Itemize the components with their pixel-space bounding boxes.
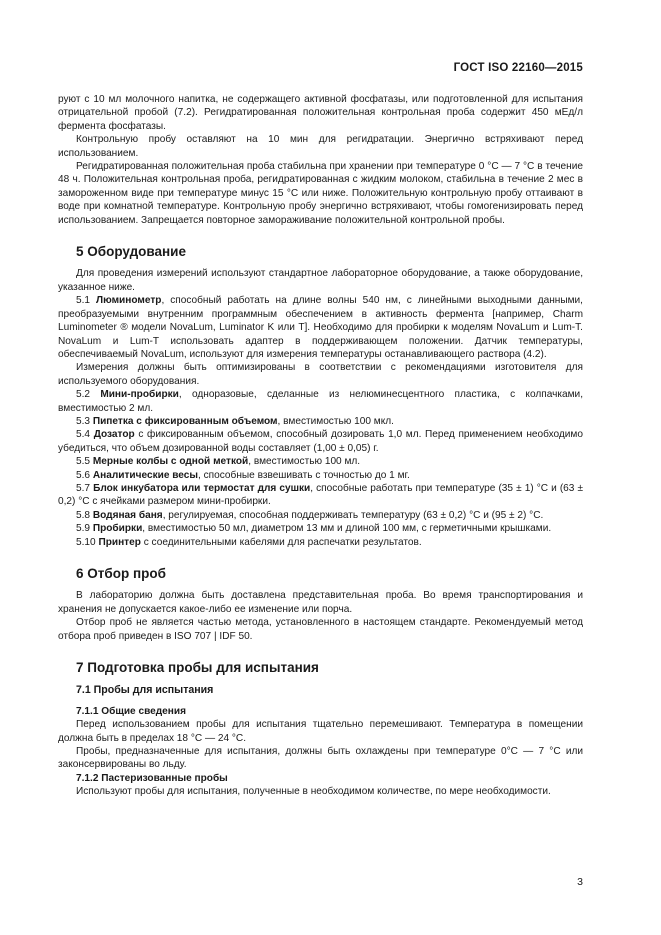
- paragraph: Используют пробы для испытания, полученные в необходимом количестве, по мере необходимости.: [76, 786, 551, 798]
- equipment-item: [58, 294, 583, 361]
- equipment-item: [58, 482, 583, 509]
- paragraph: Пробы, предназначенные для испытания, должны быть охлаждены при температуре 0°С — 7 °С или законсервированы во льду.: [58, 746, 583, 771]
- item-text: , вместимостью 100 мкл.: [277, 415, 394, 427]
- paragraph: Контрольную пробу оставляют на 10 мин для регидратации. Энергично встряхивают перед использованием.: [58, 134, 583, 159]
- item-number: 5.4: [76, 429, 94, 441]
- subsection-heading: 7.1.2 Пастеризованные пробы: [76, 772, 228, 784]
- equipment-item: [58, 455, 583, 468]
- paragraph: Для проведения измерений используют стандартное лабораторное оборудование, а также оборудование, указанное ниже.: [58, 268, 583, 293]
- item-text: , вместимостью 100 мл.: [248, 456, 361, 468]
- item-number: 5.5: [76, 456, 93, 468]
- equipment-item: [58, 522, 583, 535]
- item-text: , способные взвешивать с точностью до 1 мг.: [198, 469, 410, 481]
- equipment-item: [58, 415, 583, 428]
- section-heading: 5 Оборудование: [76, 244, 186, 260]
- item-term: Блок инкубатора или термостат для сушки: [93, 482, 311, 494]
- document-body: [58, 93, 583, 799]
- paragraph: Перед использованием пробы для испытания тщательно перемешивают. Температура в помещении должна быть в пределах 18 °С — 24 °С.: [58, 719, 583, 744]
- item-text: , способный работать на длине волны 540 нм, с линейными выходными данными, преобразуемыми внутренним программным обеспечением в активность фермента [например, Charm Luminometer ® модели NovaLum, Luminator K или T]. Необходимо для пробирки к моделям NovaLum и Lum-T. NovaLum и Lum-T использовать адаптер в поддерживающем положении. Датчик температуры, обеспечиваемый NovaLum, используют для измерения температуры останавливающего раствора (4.2).: [58, 295, 583, 360]
- item-number: 5.7: [76, 482, 94, 494]
- page-number: 3: [577, 876, 583, 888]
- equipment-item: [58, 388, 583, 415]
- paragraph: Регидратированная положительная проба стабильна при хранении при температуре 0 °С — 7 °С в течение 48 ч. Положительная контрольная проба, регидратированная с жидким молоком, стабильна в течение 2 мес в замороженном виде при температуре минус 15 °С или ниже. Положительную контрольную пробу оттаивают в воде при комнатной температуре. Контрольную пробу энергично встряхивают, чтобы гомогенизировать перед использованием. Запрещается повторное замораживание положительной контрольной пробы.: [58, 161, 583, 226]
- item-text: , вместимостью 50 мл, диаметром 13 мм и длиной 100 мм, с герметичными крышками.: [142, 523, 552, 535]
- equipment-item: [58, 509, 583, 522]
- equipment-item: [58, 469, 583, 482]
- subsection-heading: 7.1.1 Общие сведения: [76, 705, 186, 717]
- item-number: 5.6: [76, 469, 93, 481]
- section-heading: 6 Отбор проб: [76, 566, 166, 581]
- item-term: Дозатор: [93, 429, 135, 441]
- paragraph: Отбор проб не является частью метода, установленного в настоящем стандарте. Рекомендуемый метод отбора проб приведен в ISO 707 | IDF 50.: [58, 617, 583, 642]
- item-number: 5.8: [76, 509, 93, 521]
- item-term: Пробирки: [92, 523, 143, 535]
- item-term: Аналитические весы: [92, 469, 199, 481]
- section-heading: 7 Подготовка пробы для испытания: [76, 660, 319, 676]
- item-number: 5.2: [76, 389, 101, 401]
- item-term: Мини-пробирки: [100, 389, 179, 401]
- item-number: 5.3: [76, 415, 93, 427]
- item-text: , способные работать при температуре (35 ± 1) °С и (63 ± 0,2) °С с ячейками размером мини-пробирки.: [58, 482, 584, 508]
- item-term: Принтер: [98, 536, 141, 548]
- equipment-item: [58, 428, 583, 455]
- item-number: 5.10: [76, 536, 99, 548]
- item-term: Водяная баня: [92, 509, 163, 521]
- paragraph: В лабораторию должна быть доставлена представительная проба. Во время транспортирования и хранения не допускается какое-либо ее изменение или порча.: [58, 590, 583, 615]
- item-term: Люминометр: [96, 295, 162, 307]
- item-text: с соединительными кабелями для распечатки результатов.: [140, 536, 422, 548]
- item-text: с фиксированным объемом, способный дозировать 1,0 мл. Перед применением необходимо убедиться, что объем дозированной воды составляет (1,00 ± 0,05) г.: [58, 429, 583, 454]
- paragraph: руют с 10 мл молочного напитка, не содержащего активной фосфатазы, или подготовленной для испытания отрицательной пробой (7.2). Регидратированная положительная контрольная проба содержит 450 мЕд/л фермента фосфатазы.: [58, 94, 583, 132]
- item-text: , одноразовые, сделанные из нелюминесцентного пластика, с колпачками, вместимостью 2 мл.: [58, 389, 583, 414]
- item-term: Мерные колбы с одной меткой: [92, 456, 249, 468]
- item-term: Пипетка с фиксированным объемом: [92, 415, 278, 427]
- item-number: 5.1: [76, 295, 97, 307]
- subsection-heading: 7.1 Пробы для испытания: [76, 684, 214, 697]
- item-number: 5.9: [76, 523, 93, 535]
- item-text: , регулируемая, способная поддерживать температуру (63 ± 0,2) °С и (95 ± 2) °С.: [162, 509, 544, 521]
- paragraph: Измерения должны быть оптимизированы в соответствии с рекомендациями изготовителя для используемого оборудования.: [58, 362, 583, 387]
- standard-code-header: ГОСТ ISO 22160—2015: [453, 62, 583, 74]
- equipment-item: [58, 536, 583, 549]
